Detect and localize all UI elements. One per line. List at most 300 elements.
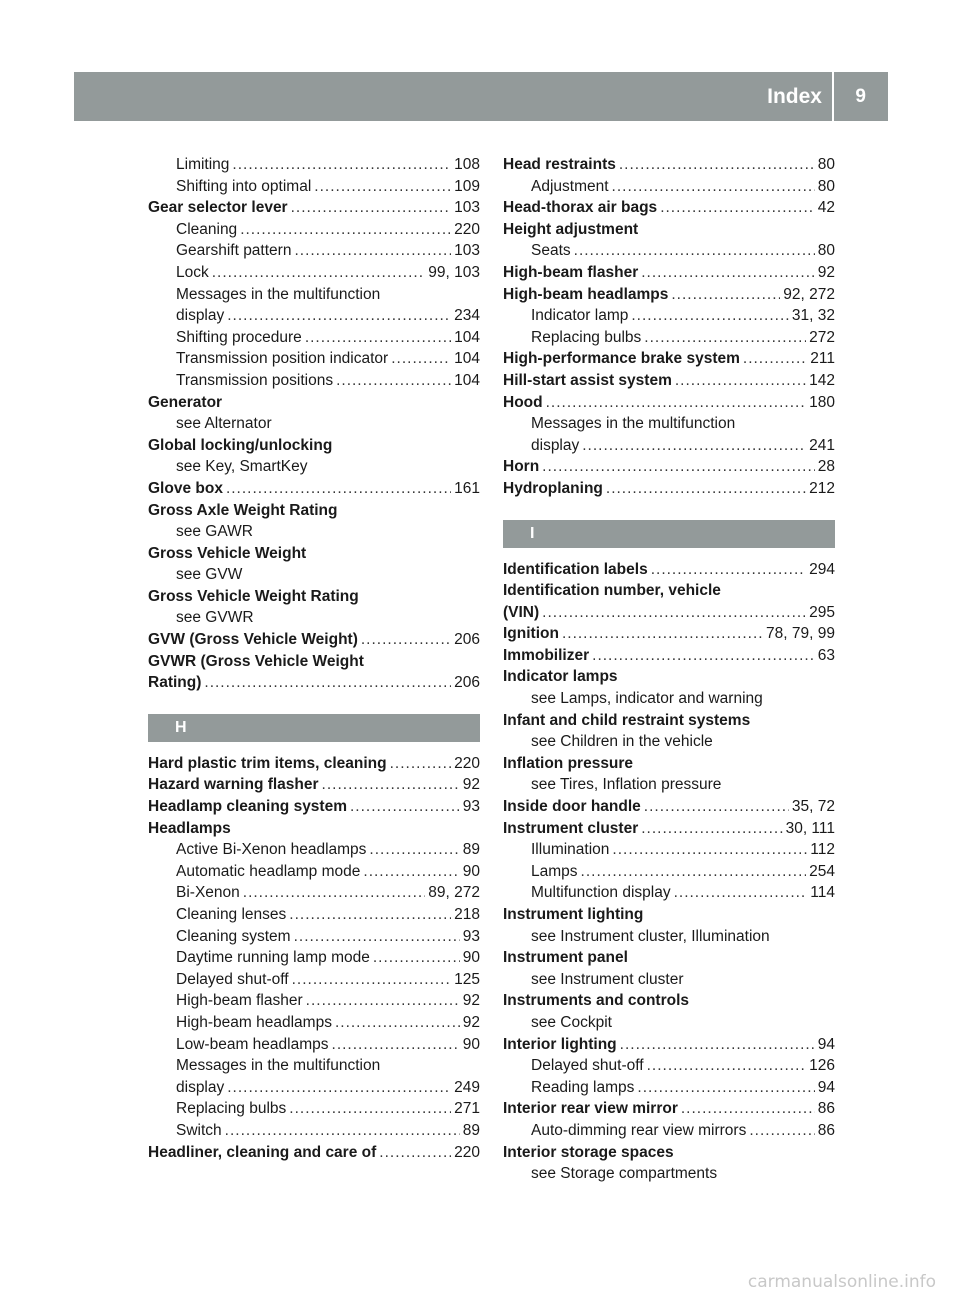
leader-dots (336, 370, 451, 392)
entry-page-ref: 99, 103 (428, 263, 480, 281)
entry-page-ref: 78, 79, 99 (766, 625, 835, 643)
entry-label: Cleaning (176, 220, 238, 238)
entry-label: Limiting (176, 156, 230, 173)
entry-label: display (176, 307, 225, 325)
leader-dots (660, 197, 815, 219)
index-entry (503, 392, 835, 414)
page-number: 9 (855, 86, 866, 107)
entry-page-ref: 104 (454, 371, 480, 389)
index-subentry (503, 1055, 835, 1077)
entry-page-ref: 103 (454, 199, 480, 217)
watermark: carmanualsonline.info (747, 1272, 936, 1292)
entry-label: Inflation pressure (503, 754, 634, 772)
entry-label: Ignition (503, 625, 559, 643)
entry-page-ref: 180 (809, 393, 835, 411)
leader-dots (391, 348, 451, 370)
index-subentry (148, 219, 480, 241)
leader-dots (291, 197, 452, 219)
entry-page-ref: 92, 272 (783, 285, 835, 303)
leader-dots (631, 305, 789, 327)
entry-label: see Children in the vehicle (531, 733, 713, 751)
index-subentry (148, 370, 480, 392)
index-subentry (503, 882, 835, 904)
index-entry (503, 456, 835, 478)
leader-dots (542, 602, 806, 624)
index-entry (503, 219, 835, 241)
entry-label: (VIN) (503, 603, 540, 621)
leader-dots (620, 1034, 815, 1056)
entry-page-ref: 254 (809, 862, 835, 880)
entry-page-ref: 35, 72 (791, 798, 835, 816)
leader-dots (619, 154, 815, 176)
entry-label: Instrument panel (503, 949, 628, 967)
entry-page-ref: 28 (817, 458, 835, 476)
entry-label: Headlamp cleaning system (148, 798, 347, 816)
index-subentry (503, 1163, 835, 1185)
index-subentry (148, 607, 480, 629)
entry-label: Infant and child restraint systems (503, 711, 751, 729)
index-subentry (503, 1077, 835, 1099)
index-subentry (148, 947, 480, 969)
index-subentry (503, 969, 835, 991)
entry-label: see Key, SmartKey (176, 458, 308, 476)
index-subentry (148, 969, 480, 991)
entry-label: Global locking/unlocking (148, 436, 333, 454)
entry-label: Cleaning system (176, 927, 291, 945)
entry-page-ref: 90 (462, 949, 480, 967)
leader-dots (289, 904, 451, 926)
index-entry (503, 284, 835, 306)
entry-label: Automatic headlamp mode (176, 862, 361, 880)
entry-label: Instruments and controls (503, 992, 690, 1010)
index-entry (148, 1142, 480, 1164)
entry-page-ref: 142 (809, 371, 835, 389)
index-subentry (148, 327, 480, 349)
entry-page-ref: 86 (817, 1121, 835, 1139)
entry-page-ref: 89, 272 (428, 884, 480, 902)
entry-page-ref: 90 (462, 1035, 480, 1053)
leader-dots (212, 262, 426, 284)
entry-page-ref: 161 (454, 479, 480, 497)
index-subentry (503, 240, 835, 262)
leader-dots (606, 478, 806, 500)
entry-label: Hill-start assist system (503, 371, 672, 389)
leader-dots (226, 478, 451, 500)
leader-dots (204, 672, 451, 694)
entry-page-ref: 94 (817, 1035, 835, 1053)
entry-label: Illumination (531, 841, 610, 859)
entry-page-ref: 93 (462, 798, 480, 816)
entry-label: Height adjustment (503, 220, 639, 238)
index-subentry (148, 1120, 480, 1142)
leader-dots (294, 926, 460, 948)
entry-label: Cleaning lenses (176, 906, 287, 923)
leader-dots (637, 1077, 814, 1099)
index-subentry (503, 1120, 835, 1142)
entry-page-ref: 30, 111 (785, 819, 835, 837)
entry-label: Active Bi-Xenon headlamps (176, 841, 367, 859)
entry-label: Identification labels (503, 560, 648, 578)
entry-label: Gross Vehicle Weight (148, 544, 307, 562)
entry-label: Auto-dimming rear view mirrors (531, 1121, 747, 1139)
index-subentry (503, 774, 835, 796)
entry-label: Horn (503, 458, 540, 476)
entry-label: see Tires, Inflation pressure (531, 776, 722, 794)
entry-page-ref: 125 (454, 970, 480, 988)
entry-page-ref: 104 (454, 350, 480, 368)
entry-page-ref: 109 (454, 177, 480, 195)
index-entry (148, 796, 480, 818)
index-subentry (148, 521, 480, 543)
index-subentry (148, 284, 480, 306)
page-title: Index (767, 85, 822, 108)
leader-dots (675, 370, 806, 392)
entry-label: Shifting into optimal (176, 177, 312, 195)
leader-dots (363, 861, 459, 883)
leader-dots (681, 1098, 815, 1120)
index-subentry (148, 839, 480, 861)
entry-page-ref: 92 (462, 1013, 480, 1031)
index-entry (148, 478, 480, 500)
leader-dots (379, 1142, 451, 1164)
entry-label: Rating) (148, 674, 202, 692)
leader-dots (612, 839, 807, 861)
index-subentry (503, 861, 835, 883)
index-entry (503, 602, 835, 624)
entry-page-ref: 206 (454, 674, 480, 692)
index-subentry (503, 435, 835, 457)
entry-label: Identification number, vehicle (503, 582, 721, 600)
entry-page-ref: 295 (809, 603, 835, 621)
index-entry (503, 947, 835, 969)
leader-dots (574, 240, 815, 262)
index-entry (148, 753, 480, 775)
entry-label: Interior rear view mirror (503, 1100, 678, 1118)
entry-label: Multifunction display (531, 884, 671, 902)
entry-label: Seats (531, 242, 571, 260)
index-entry (148, 774, 480, 796)
leader-dots (289, 1098, 451, 1120)
entry-label: Indicator lamp (531, 307, 629, 325)
entry-page-ref: 212 (809, 479, 835, 497)
entry-label: Headliner, cleaning and care of (148, 1143, 377, 1161)
index-subentry (148, 926, 480, 948)
index-entry (503, 1142, 835, 1164)
entry-label: Low-beam headlamps (176, 1035, 329, 1053)
entry-page-ref: 112 (810, 841, 835, 859)
leader-dots (227, 1077, 451, 1099)
section-header: I (503, 520, 835, 548)
leader-dots (546, 392, 807, 414)
entry-page-ref: 104 (454, 328, 480, 346)
index-entry (503, 623, 835, 645)
entry-label: Lamps (531, 862, 578, 880)
index-entry (503, 478, 835, 500)
leader-dots (582, 435, 806, 457)
index-entry (503, 1098, 835, 1120)
index-entry (503, 559, 835, 581)
index-entry (503, 796, 835, 818)
index-entry (503, 753, 835, 775)
entry-page-ref: 220 (454, 1143, 480, 1161)
entry-label: see Instrument cluster, Illumination (531, 927, 770, 945)
entry-label: Interior storage spaces (503, 1143, 674, 1161)
index-subentry (148, 154, 480, 176)
entry-page-ref: 92 (462, 776, 480, 794)
entry-label: Reading lamps (531, 1078, 635, 1096)
entry-label: Hard plastic trim items, cleaning (148, 754, 387, 772)
index-subentry (148, 1034, 480, 1056)
entry-page-ref: 89 (462, 1121, 480, 1139)
leader-dots (612, 176, 815, 198)
index-entry (148, 672, 480, 694)
index-entry (503, 197, 835, 219)
entry-page-ref: 241 (809, 436, 835, 454)
index-subentry (503, 731, 835, 753)
leader-dots (644, 327, 806, 349)
index-subentry (148, 1098, 480, 1120)
entry-label: see Instrument cluster (531, 970, 684, 988)
index-entry (503, 154, 835, 176)
entry-page-ref: 271 (454, 1100, 480, 1118)
entry-label: see GVW (176, 566, 243, 584)
entry-label: Replacing bulbs (176, 1100, 287, 1118)
index-entry (503, 1034, 835, 1056)
index-entry (148, 435, 480, 457)
leader-dots (647, 1055, 807, 1077)
entry-label: Transmission position indicator (176, 350, 389, 368)
index-subentry (148, 564, 480, 586)
entry-page-ref: 234 (454, 307, 480, 325)
index-subentry (148, 240, 480, 262)
leader-dots (390, 753, 452, 775)
leader-dots (240, 219, 451, 241)
leader-dots (306, 990, 460, 1012)
section-header: H (148, 714, 480, 742)
entry-label: High-beam headlamps (503, 285, 669, 303)
entry-page-ref: 89 (462, 841, 480, 859)
index-entry (503, 666, 835, 688)
index-entry (148, 818, 480, 840)
entry-page-ref: 114 (810, 884, 835, 902)
entry-page-ref: 94 (817, 1078, 835, 1096)
index-entry (148, 586, 480, 608)
leader-dots (592, 645, 815, 667)
index-entry (148, 629, 480, 651)
entry-label: Inside door handle (503, 798, 641, 816)
entry-page-ref: 126 (809, 1057, 835, 1075)
index-subentry (148, 348, 480, 370)
leader-dots (749, 1120, 814, 1142)
index-subentry (148, 1077, 480, 1099)
leader-dots (644, 796, 789, 818)
entry-page-ref: 294 (809, 560, 835, 578)
entry-page-ref: 80 (817, 177, 835, 195)
entry-page-ref: 63 (817, 646, 835, 664)
leader-dots (243, 882, 426, 904)
index-entry (148, 543, 480, 565)
entry-label: Headlamps (148, 819, 231, 837)
entry-label: Messages in the multifunction (176, 1057, 381, 1075)
entry-label: High-performance brake system (503, 350, 740, 368)
entry-label: Gearshift pattern (176, 242, 292, 260)
entry-label: Shifting procedure (176, 328, 302, 346)
entry-label: GVWR (Gross Vehicle Weight (148, 652, 364, 670)
entry-label: High-beam flasher (503, 263, 639, 281)
entry-label: Hydroplaning (503, 479, 603, 497)
index-entry (148, 392, 480, 414)
index-subentry (148, 904, 480, 926)
entry-label: Delayed shut-off (531, 1057, 644, 1075)
leader-dots (641, 262, 815, 284)
entry-label: Messages in the multifunction (531, 415, 736, 433)
index-subentry (503, 839, 835, 861)
entry-label: Switch (176, 1121, 222, 1139)
index-entry (503, 262, 835, 284)
entry-label: Head restraints (503, 156, 616, 173)
entry-label: Indicator lamps (503, 668, 618, 686)
entry-page-ref: 218 (454, 906, 480, 923)
leader-dots (641, 818, 782, 840)
entry-label: Head-thorax air bags (503, 199, 658, 217)
entry-page-ref: 80 (817, 242, 835, 260)
leader-dots (542, 456, 815, 478)
leader-dots (743, 348, 807, 370)
entry-label: see Cockpit (531, 1013, 612, 1031)
entry-label: Lock (176, 263, 209, 281)
entry-label: see Storage compartments (531, 1165, 718, 1183)
entry-label: see Alternator (176, 415, 272, 433)
index-entry (503, 645, 835, 667)
leader-dots (335, 1012, 460, 1034)
index-column-left (148, 154, 480, 1163)
index-subentry (503, 926, 835, 948)
entry-label: Generator (148, 393, 223, 411)
entry-label: Bi-Xenon (176, 884, 240, 902)
entry-label: Immobilizer (503, 646, 590, 664)
index-subentry (148, 861, 480, 883)
leader-dots (651, 559, 806, 581)
entry-page-ref: 220 (454, 220, 480, 238)
index-subentry (503, 688, 835, 710)
entry-page-ref: 249 (454, 1078, 480, 1096)
entry-label: Gross Axle Weight Rating (148, 501, 338, 519)
index-subentry (148, 176, 480, 198)
leader-dots (227, 305, 451, 327)
entry-page-ref: 90 (462, 862, 480, 880)
index-entry (148, 500, 480, 522)
entry-label: Daytime running lamp mode (176, 949, 370, 967)
entry-page-ref: 86 (817, 1100, 835, 1118)
leader-dots (332, 1034, 460, 1056)
entry-page-ref: 272 (809, 328, 835, 346)
header-divider (832, 72, 834, 121)
index-entry (503, 710, 835, 732)
leader-dots (292, 969, 452, 991)
index-subentry (148, 262, 480, 284)
entry-label: see GVWR (176, 609, 254, 627)
entry-page-ref: 103 (454, 242, 480, 260)
entry-label: Gross Vehicle Weight Rating (148, 587, 359, 605)
entry-page-ref: 206 (454, 631, 480, 649)
leader-dots (373, 947, 460, 969)
leader-dots (674, 882, 808, 904)
leader-dots (294, 240, 451, 262)
index-entry (503, 348, 835, 370)
entry-label: see Lamps, indicator and warning (531, 690, 763, 708)
leader-dots (581, 861, 807, 883)
entry-label: see GAWR (176, 523, 253, 541)
index-subentry (503, 1012, 835, 1034)
leader-dots (350, 796, 460, 818)
entry-label: Glove box (148, 479, 223, 497)
entry-label: Messages in the multifunction (176, 285, 381, 303)
leader-dots (369, 839, 459, 861)
entry-label: display (176, 1078, 225, 1096)
entry-label: High-beam headlamps (176, 1013, 332, 1031)
index-subentry (148, 305, 480, 327)
leader-dots (671, 284, 780, 306)
entry-page-ref: 42 (817, 199, 835, 217)
index-entry (503, 990, 835, 1012)
entry-page-ref: 80 (817, 156, 835, 173)
entry-page-ref: 31, 32 (791, 307, 835, 325)
entry-label: High-beam flasher (176, 992, 303, 1010)
entry-page-ref: 220 (454, 754, 480, 772)
entry-page-ref: 108 (454, 156, 480, 173)
entry-label: GVW (Gross Vehicle Weight) (148, 631, 358, 649)
index-entry (148, 651, 480, 673)
entry-page-ref: 211 (810, 350, 835, 368)
index-entry (503, 904, 835, 926)
index-entry (503, 370, 835, 392)
entry-page-ref: 92 (817, 263, 835, 281)
index-subentry (148, 1055, 480, 1077)
entry-label: display (531, 436, 580, 454)
entry-label: Gear selector lever (148, 199, 288, 217)
entry-label: Hazard warning flasher (148, 776, 319, 794)
entry-label: Hood (503, 393, 543, 411)
entry-label: Instrument lighting (503, 906, 644, 923)
leader-dots (562, 623, 763, 645)
leader-dots (314, 176, 451, 198)
index-subentry (148, 990, 480, 1012)
index-subentry (503, 176, 835, 198)
index-subentry (148, 1012, 480, 1034)
index-entry (503, 580, 835, 602)
leader-dots (225, 1120, 460, 1142)
entry-page-ref: 92 (462, 992, 480, 1010)
index-subentry (148, 882, 480, 904)
index-entry (148, 197, 480, 219)
leader-dots (322, 774, 460, 796)
index-subentry (148, 413, 480, 435)
leader-dots (232, 154, 451, 176)
index-subentry (148, 456, 480, 478)
entry-label: Adjustment (531, 177, 609, 195)
entry-label: Replacing bulbs (531, 328, 642, 346)
entry-page-ref: 93 (462, 927, 480, 945)
entry-label: Delayed shut-off (176, 970, 289, 988)
index-column-right (503, 154, 835, 1185)
entry-label: Interior lighting (503, 1035, 617, 1053)
index-subentry (503, 327, 835, 349)
index-subentry (503, 413, 835, 435)
leader-dots (305, 327, 451, 349)
page-header (74, 72, 888, 121)
entry-label: Transmission positions (176, 371, 334, 389)
index-entry (503, 818, 835, 840)
